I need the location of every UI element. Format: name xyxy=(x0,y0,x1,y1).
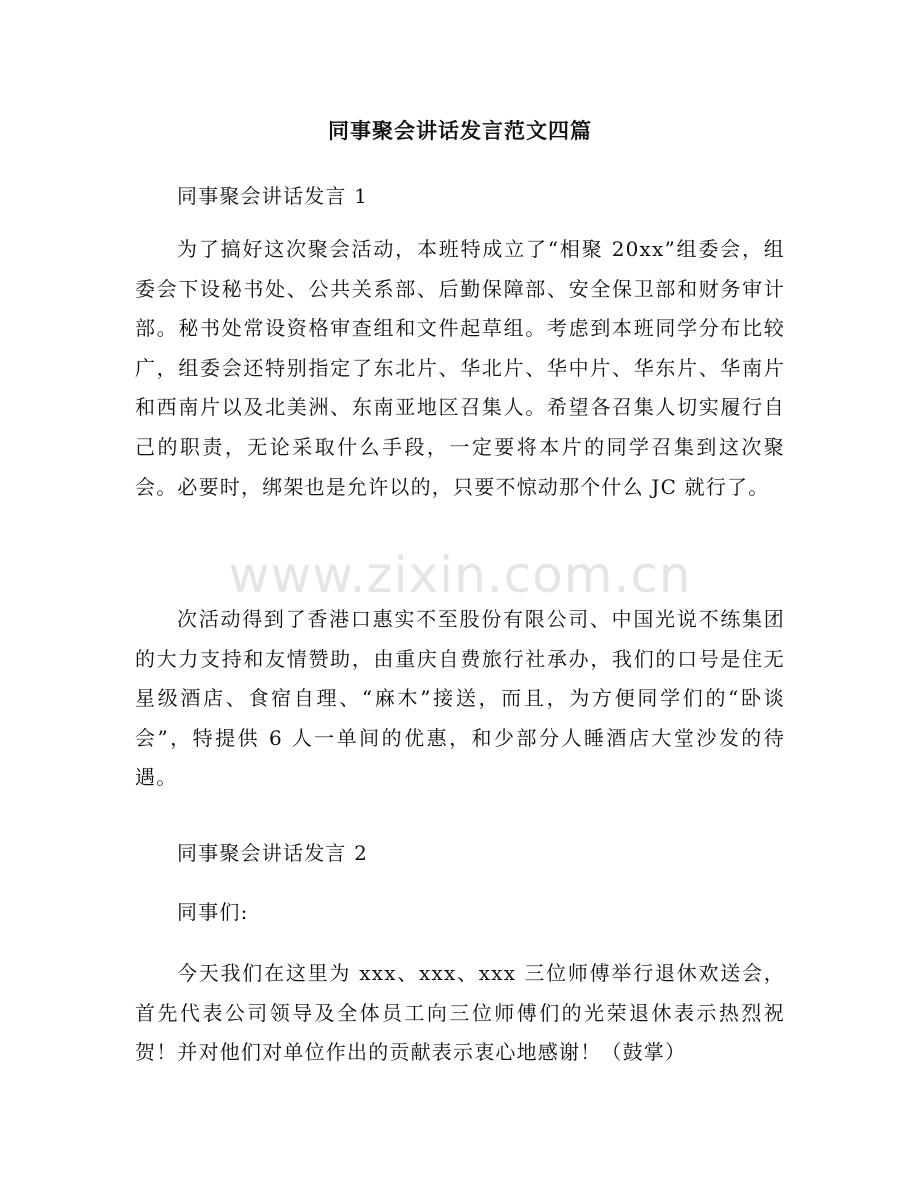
section-2-greeting: 同事们: xyxy=(177,900,249,924)
watermark: www.zixin.com.cn xyxy=(228,546,692,604)
section-1-paragraph-1: 为了搞好这次聚会活动，本班特成立了“相聚 20xx”组委会，组委会下设秘书处、公共关系部、后勤保障部、安全保卫部和财务审计部。秘书处常设资格审查组和文件起草组。考虑到本班同学分布比较广，组委会还特别指定了东北片、华北片、华中片、华东片、华南片和西南片以及北美洲、东南亚地区召集人。希望各召集人切实履行自己的职责，无论采取什么手段，一定要将本片的同学召集到这次聚会。必要时，绑架也是允许以的，只要不惊动那个什么 JC 就行了。 xyxy=(135,237,785,499)
section-1-heading: 同事聚会讲话发言 1 xyxy=(177,184,369,208)
section-1-paragraph-2: 次活动得到了香港口惠实不至股份有限公司、中国光说不练集团的大力支持和友情赞助，由重庆自费旅行社承办，我们的口号是住无星级酒店、食宿自理、“麻木”接送，而且，为方便同学们的“卧谈会”，特提供 6 人一单间的优惠，和少部分人睡酒店大堂沙发的待遇。 xyxy=(135,607,785,790)
section-2-paragraph-1: 今天我们在这里为 xxx、xxx、xxx 三位师傅举行退休欢送会，首先代表公司领导及全体员工向三位师傅们的光荣退休表示热烈祝贺！并对他们对单位作出的贡献表示衷心地感谢！（鼓掌） xyxy=(135,961,785,1065)
document-title: 同事聚会讲话发言范文四篇 xyxy=(328,119,592,143)
section-2-heading: 同事聚会讲话发言 2 xyxy=(177,841,369,865)
